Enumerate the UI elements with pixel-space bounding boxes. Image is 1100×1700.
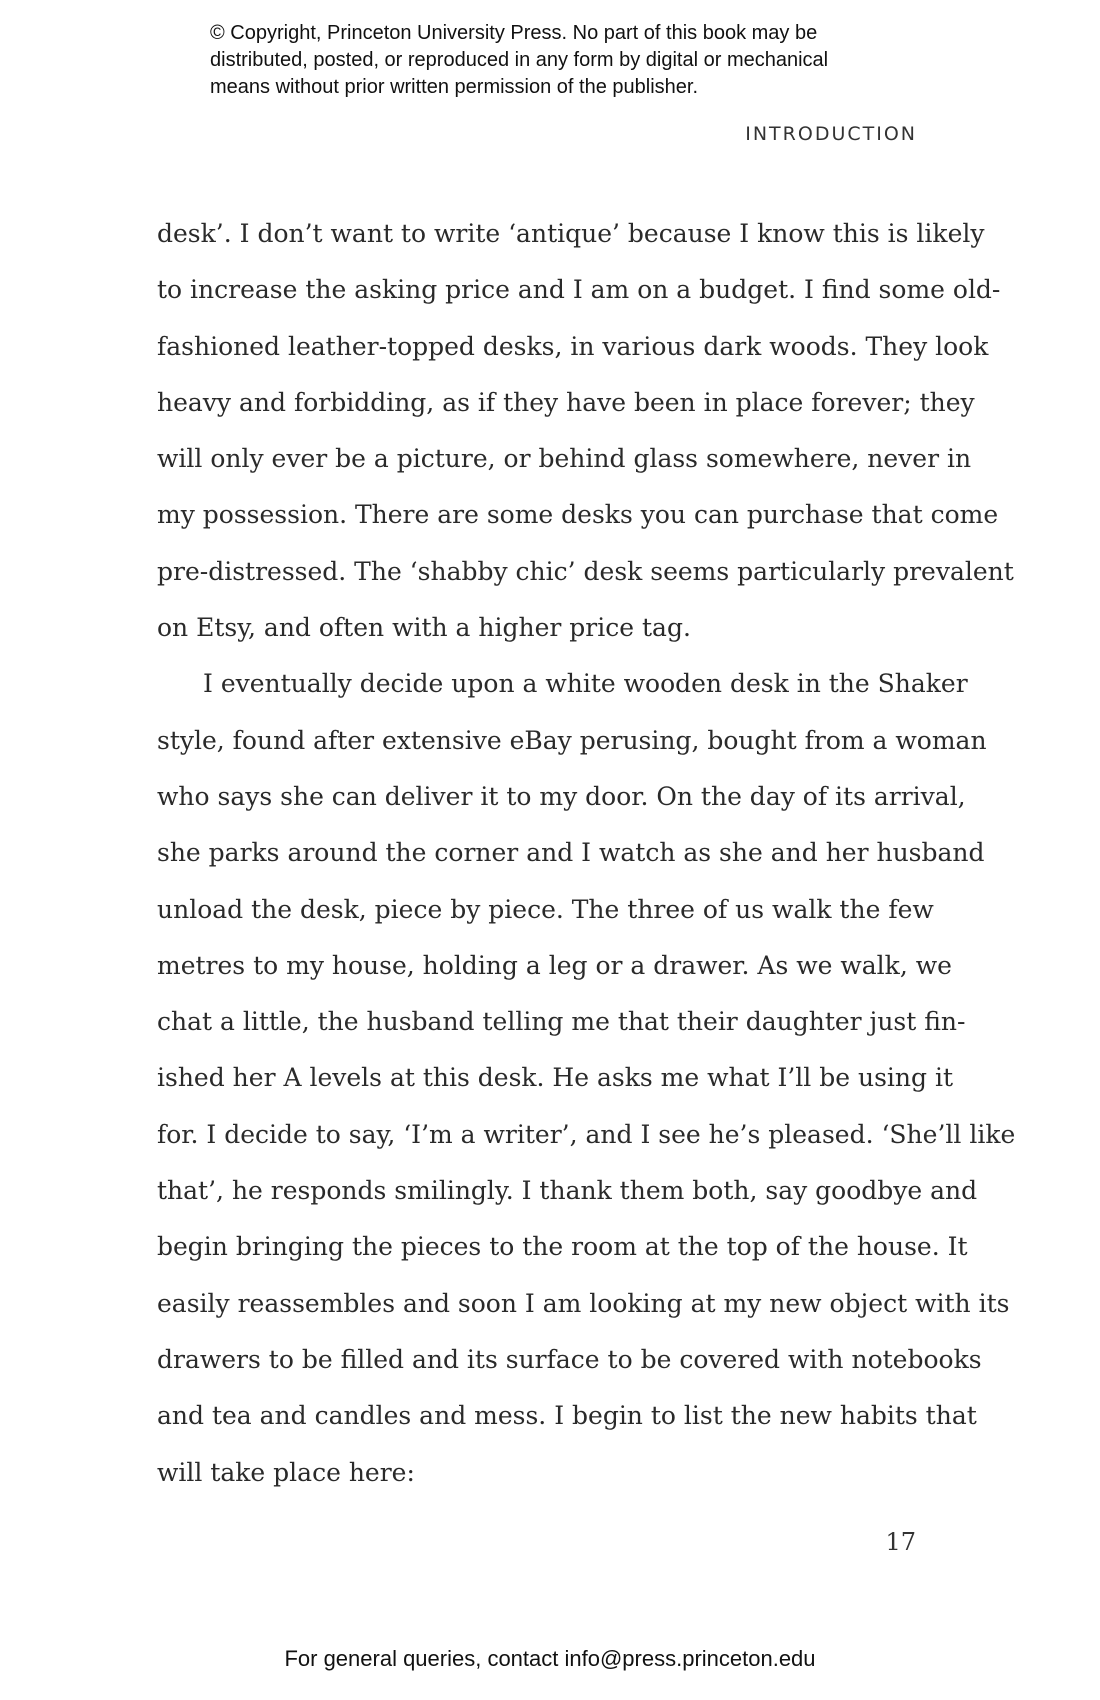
paragraph-2: [157, 656, 1016, 1500]
text-line: I eventually decide upon a white wooden desk in the Shaker: [203, 669, 968, 699]
text-line: and tea and candles and mess. I begin to list the new habits that: [157, 1401, 977, 1431]
text-line: she parks around the corner and I watch as she and her husband: [157, 838, 985, 868]
text-line: chat a little, the husband telling me that their daughter just fin-: [157, 1007, 966, 1037]
copyright-line: means without prior written permission of the publisher.: [210, 76, 699, 98]
text-line: metres to my house, holding a leg or a drawer. As we walk, we: [157, 950, 952, 980]
text-line: will take place here:: [157, 1457, 415, 1487]
copyright-notice: [210, 20, 910, 101]
text-line: on Etsy, and often with a higher price tag.: [157, 613, 691, 643]
text-line: heavy and forbidding, as if they have been in place forever; they: [157, 387, 975, 417]
text-line: pre-distressed. The ‘shabby chic’ desk seems particularly prevalent: [157, 556, 1014, 586]
text-line: that’, he responds smilingly. I thank them both, say goodbye and: [157, 1176, 978, 1206]
text-line: drawers to be filled and its surface to be covered with notebooks: [157, 1344, 982, 1374]
text-line: fashioned leather-topped desks, in various dark woods. They look: [157, 331, 989, 361]
text-line: easily reassembles and soon I am looking at my new object with its: [157, 1288, 1010, 1318]
text-line: desk’. I don’t want to write ‘antique’ because I know this is likely: [157, 219, 985, 248]
text-line: who says she can deliver it to my door. On the day of its arrival,: [157, 781, 966, 811]
text-line: for. I decide to say, ‘I’m a writer’, and I see he’s pleased. ‘She’ll like: [157, 1119, 1016, 1149]
text-line: to increase the asking price and I am on a budget. I find some old-: [157, 275, 1001, 305]
body-text: [157, 206, 1016, 1501]
paragraph-1: [157, 206, 1014, 656]
text-line: ished her A levels at this desk. He asks me what I’ll be using it: [157, 1063, 954, 1093]
copyright-line: © Copyright, Princeton University Press. No part of this book may be: [210, 22, 818, 44]
copyright-line: distributed, posted, or reproduced in any form by digital or mechanical: [210, 49, 829, 71]
footer-contact: For general queries, contact info@press.princeton.edu: [284, 1646, 816, 1671]
text-line: style, found after extensive eBay perusing, bought from a woman: [157, 725, 987, 755]
text-line: will only ever be a picture, or behind glass somewhere, never in: [157, 444, 972, 474]
text-line: begin bringing the pieces to the room at the top of the house. It: [157, 1232, 968, 1262]
text-line: unload the desk, piece by piece. The three of us walk the few: [157, 894, 934, 924]
text-line: my possession. There are some desks you can purchase that come: [157, 500, 999, 530]
running-head: INTRODUCTION: [745, 123, 917, 145]
page-number: 17: [885, 1528, 916, 1556]
